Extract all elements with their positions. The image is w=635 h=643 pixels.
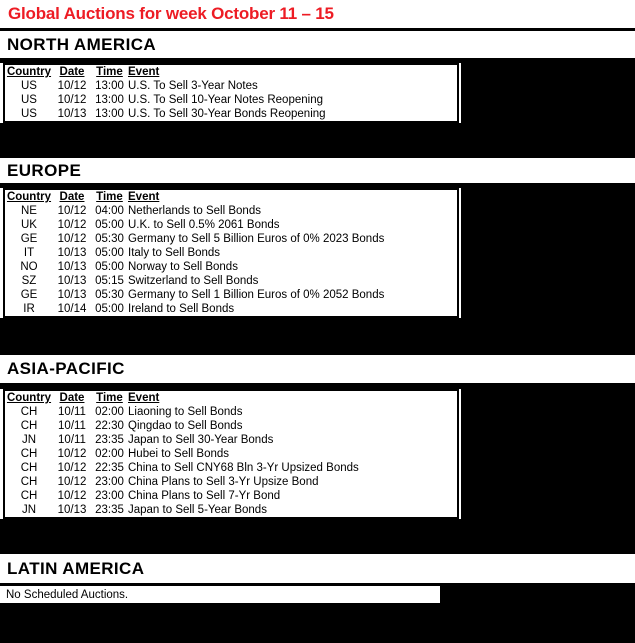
asia-pacific-table-wrap (0, 389, 461, 519)
column-header-date: Date (59, 66, 85, 78)
table-row (4, 218, 458, 232)
section-header-north-america (0, 31, 635, 58)
country-cell: NE (21, 205, 37, 217)
europe-table-wrap (0, 188, 461, 318)
event-cell: Switzerland to Sell Bonds (128, 275, 259, 287)
report-title: Global Auctions for week October 11 – 15 (8, 4, 334, 23)
date-cell: 10/13 (57, 504, 87, 516)
time-cell: 13:00 (95, 80, 124, 92)
time-cell: 05:00 (95, 247, 124, 259)
table-row (4, 475, 458, 489)
column-header-time: Time (96, 66, 123, 78)
table-row (4, 405, 458, 419)
event-cell: Norway to Sell Bonds (128, 261, 238, 273)
asia-pacific-auction-table (3, 389, 459, 519)
country-cell: US (21, 80, 37, 92)
date-cell: 10/13 (57, 289, 87, 301)
table-row (4, 246, 458, 260)
country-cell: GE (20, 233, 38, 245)
column-header-time: Time (96, 392, 123, 404)
date-cell: 10/12 (57, 205, 87, 217)
section-title: LATIN AMERICA (7, 558, 145, 578)
country-cell: SZ (21, 275, 37, 287)
date-cell: 10/12 (57, 80, 87, 92)
table-row (4, 302, 458, 317)
table-header-row (4, 189, 458, 204)
country-cell: CH (20, 462, 38, 474)
date-cell: 10/14 (57, 303, 87, 315)
date-cell: 10/11 (58, 434, 86, 446)
table-row (4, 288, 458, 302)
time-cell: 22:30 (95, 420, 124, 432)
table-row (4, 489, 458, 503)
column-header-event: Event (128, 392, 160, 404)
event-cell: U.S. To Sell 3-Year Notes (128, 80, 258, 92)
time-cell: 02:00 (95, 448, 124, 460)
country-cell: IT (23, 247, 35, 259)
column-header-date: Date (59, 392, 85, 404)
country-cell: NO (20, 261, 38, 273)
event-cell: Italy to Sell Bonds (128, 247, 221, 259)
north-america-auction-table (3, 63, 459, 123)
table-row (4, 79, 458, 93)
country-cell: CH (20, 420, 38, 432)
table-header-row (4, 390, 458, 405)
table-row (4, 232, 458, 246)
date-cell: 10/12 (57, 233, 87, 245)
date-cell: 10/12 (57, 448, 87, 460)
date-cell: 10/12 (57, 462, 87, 474)
table-row (4, 93, 458, 107)
time-cell: 05:00 (95, 219, 124, 231)
time-cell: 23:00 (95, 476, 124, 488)
column-header-time: Time (96, 191, 123, 203)
date-cell: 10/12 (57, 94, 87, 106)
section-header-europe (0, 158, 635, 183)
country-cell: UK (21, 219, 37, 231)
section-title: EUROPE (7, 160, 82, 180)
event-cell: U.K. to Sell 0.5% 2061 Bonds (128, 219, 280, 231)
date-cell: 10/11 (58, 406, 86, 418)
table-row (4, 274, 458, 288)
event-cell: Germany to Sell 1 Billion Euros of 0% 2052 Bonds (128, 289, 385, 301)
event-cell: Netherlands to Sell Bonds (128, 205, 261, 217)
country-cell: JN (21, 434, 37, 446)
country-cell: CH (20, 406, 38, 418)
country-cell: CH (20, 490, 38, 502)
section-header-asia-pacific (0, 355, 635, 383)
column-header-event: Event (128, 191, 160, 203)
event-cell: China Plans to Sell 7-Yr Bond (128, 490, 281, 502)
no-auctions-note: No Scheduled Auctions. (6, 588, 129, 601)
table-row (4, 260, 458, 274)
event-cell: Ireland to Sell Bonds (128, 303, 235, 315)
date-cell: 10/11 (58, 420, 86, 432)
time-cell: 05:15 (95, 275, 124, 287)
date-cell: 10/13 (57, 108, 87, 120)
time-cell: 13:00 (95, 94, 124, 106)
country-cell: US (21, 108, 37, 120)
country-cell: IR (23, 303, 35, 315)
time-cell: 13:00 (95, 108, 124, 120)
date-cell: 10/13 (57, 275, 87, 287)
latin-america-note-strip (0, 586, 440, 603)
date-cell: 10/13 (57, 261, 87, 273)
time-cell: 04:00 (95, 205, 124, 217)
event-cell: China Plans to Sell 3-Yr Upsize Bond (128, 476, 319, 488)
column-header-country: Country (6, 66, 52, 78)
time-cell: 05:30 (95, 289, 124, 301)
section-title: NORTH AMERICA (7, 34, 157, 54)
date-cell: 10/12 (57, 490, 87, 502)
time-cell: 23:00 (95, 490, 124, 502)
table-row (4, 461, 458, 475)
time-cell: 05:30 (95, 233, 124, 245)
event-cell: Liaoning to Sell Bonds (128, 406, 243, 418)
column-header-event: Event (128, 66, 160, 78)
time-cell: 05:00 (95, 303, 124, 315)
column-header-country: Country (6, 191, 52, 203)
time-cell: 02:00 (95, 406, 124, 418)
event-cell: U.S. To Sell 30-Year Bonds Reopening (128, 108, 326, 120)
event-cell: Japan to Sell 30-Year Bonds (128, 434, 274, 446)
date-cell: 10/12 (57, 219, 87, 231)
time-cell: 23:35 (95, 434, 124, 446)
table-row (4, 419, 458, 433)
column-header-date: Date (59, 191, 85, 203)
report-title-bar (0, 0, 635, 28)
table-row (4, 107, 458, 122)
time-cell: 22:35 (95, 462, 124, 474)
event-cell: Qingdao to Sell Bonds (128, 420, 243, 432)
table-row (4, 447, 458, 461)
section-header-latin-america (0, 554, 635, 583)
time-cell: 23:35 (95, 504, 124, 516)
country-cell: US (21, 94, 37, 106)
north-america-table-wrap (0, 63, 461, 123)
table-row (4, 433, 458, 447)
time-cell: 05:00 (95, 261, 124, 273)
table-header-row (4, 64, 458, 79)
table-row (4, 503, 458, 518)
event-cell: U.S. To Sell 10-Year Notes Reopening (128, 94, 323, 106)
event-cell: Hubei to Sell Bonds (128, 448, 230, 460)
country-cell: CH (20, 448, 38, 460)
section-title: ASIA-PACIFIC (7, 359, 125, 378)
europe-auction-table (3, 188, 459, 318)
event-cell: China to Sell CNY68 Bln 3-Yr Upsized Bonds (128, 462, 359, 474)
date-cell: 10/12 (57, 476, 87, 488)
column-header-country: Country (6, 392, 52, 404)
country-cell: JN (21, 504, 37, 516)
country-cell: GE (20, 289, 38, 301)
table-row (4, 204, 458, 218)
event-cell: Japan to Sell 5-Year Bonds (128, 504, 267, 516)
date-cell: 10/13 (57, 247, 87, 259)
event-cell: Germany to Sell 5 Billion Euros of 0% 2023 Bonds (128, 233, 385, 245)
country-cell: CH (20, 476, 38, 488)
